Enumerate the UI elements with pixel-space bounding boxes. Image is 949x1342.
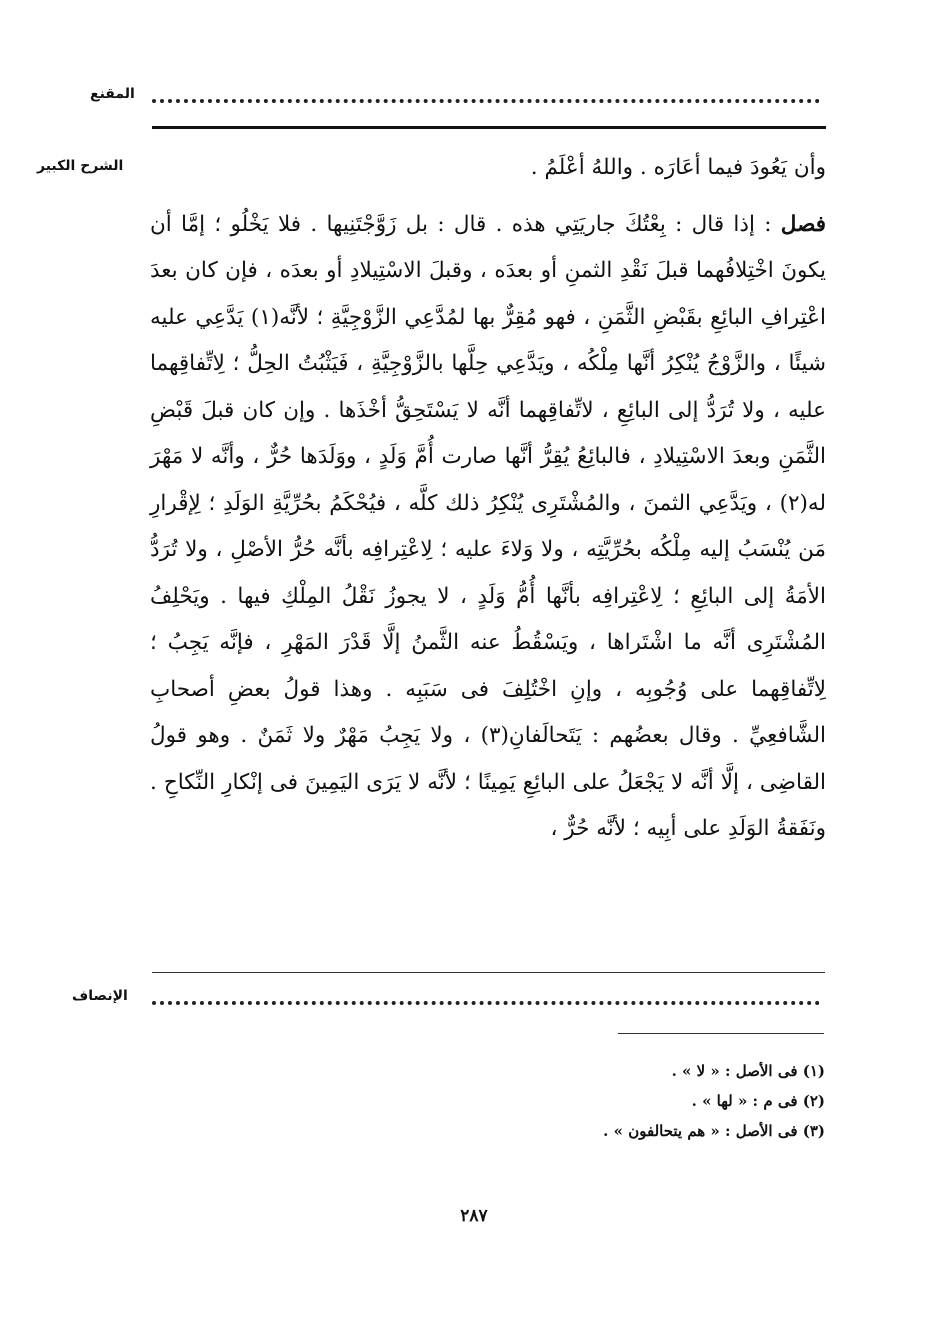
- commentary-text: [150, 145, 826, 853]
- section-heading: فصل: [780, 211, 827, 237]
- footnote-1: (١) فى الأصل : « لا » .: [671, 1062, 825, 1080]
- insaf-rule: [152, 972, 825, 973]
- text-line: وهذا قولُ بعضِ أصحابِ الشَّافعِيِّ . وقال بعضُهم : يَتَحالَفانِ(٣) ، ولا: [150, 676, 826, 748]
- text-line: أو بعدَه ، فإن كان بعدَ اعْتِرافِ البائِعِ بقَبْضِ الثَّمَنِ ، فهو مُقِرٌّ بها لمُدَّعِي: [150, 258, 826, 330]
- text-line: حُرُّ الأصْلِ ، ولا تُرَدُّ الأمَةُ إلى البائِعِ ؛ لِاعْتِرافِه بأنَّها أُمُّ وَلَدٍ ، لا يجوزُ: [150, 537, 826, 609]
- commentary-label: الشرح الكبير: [37, 158, 124, 174]
- dotted-separator-bottom: [152, 1001, 820, 1005]
- footnote-3: (٣) فى الأصل : « هم يتحالفون » .: [603, 1122, 825, 1140]
- footnote-rule: [618, 1033, 824, 1034]
- insaf-label: الإنصاف: [72, 988, 128, 1004]
- dotted-separator-top: [152, 99, 820, 103]
- text-line: له(٢) ، ويَدَّعِي الثمنَ ، والمُشْتَرِى يُنْكِرُ ذلك كلَّه ، فيُحْكَمُ بحُرِّيَّةِ: [272, 490, 826, 516]
- text-line: الاسْتِيلادِ ، فالبائِعُ يُقِرُّ أنَّها صارت أُمَّ وَلَدٍ ، ووَلَدَها حُرٌّ ، وأنَّه لا مَهْرَ: [150, 444, 725, 469]
- text-line: حِلَّها بالزَّوْجِيَّةِ ، فَيَثْبُتُ الحِلُّ ؛ لِاتِّفاقِهما عليه ، ولا تُرَدُّ إلى البائِعِ ،: [150, 351, 826, 423]
- page-number: ٢٨٧: [460, 1206, 488, 1226]
- text-line: الوَلَدِ ؛ لِإقْرارِ مَن يُنْسَبُ إليه مِلْكُه بحُرِّيَّتِه ، ولا وَلاءَ عليه ؛ لِاعْتِرافِه بأنَّه: [150, 490, 826, 562]
- text-line: إلَّا قَدْرَ المَهْرِ ، فإنَّه يَجِبُ ؛ لِاتِّفاقِهما على وُجُوبِه ، وإنِ اخْتُلِفَ فى سَبَبِه .: [150, 630, 826, 702]
- footnotes: [150, 1056, 825, 1146]
- section-paragraph: [150, 202, 826, 853]
- text-line: لأنَّه لا يَرَى اليَمِينَ فى إنْكارِ النِّكاحِ . ونَفَقةُ الوَلَدِ على أبِيه ؛ لأنَّه حُرٌّ ،: [150, 769, 826, 841]
- intro-line: وأن يَعُودَ فيما أعَارَه . واللهُ أعْلَمُ .: [530, 155, 826, 180]
- section-rule: [152, 126, 826, 129]
- text-line: : إذا قال : بِعْتُكَ جاريَتِي هذه . قال : بل زَوَّجْتَنِيها . فلا: [277, 211, 772, 237]
- text-line: الزَّوْجِيَّةِ ؛ لأنَّه(١) يَدَّعِي عليه شيئًا ، والزَّوْجُ يُنْكِرُ أنَّها مِلْكُه ، ويَدَّعِي: [150, 304, 826, 376]
- book-label: المقنع: [90, 86, 135, 102]
- footnote-2: (٢) فى م : « لها » .: [691, 1092, 825, 1110]
- text-line: يَجِبُ مَهْرٌ ولا ثَمَنٌ . وهو قولُ القاضِى ، إلَّا أنَّه لا يَجْعَلُ على البائِعِ يَمِينًا ؛: [150, 723, 826, 795]
- text-line: يَخْلُو ؛ إمَّا أن يكونَ اخْتِلافُهما قبلَ نَقْدِ الثمنِ أو بعدَه ، وقبلَ الاسْتِيلادِ: [150, 211, 826, 283]
- text-line: نَقْلُ المِلْكِ فيها . ويَحْلِفُ المُشْتَرِى أنَّه ما اشْتَراها ، ويَسْقُطُ عنه الثَّمنُ: [150, 583, 827, 655]
- text-line: لاتِّفاقِهما أنَّه لا يَسْتَحِقُّ أخْذَها . وإن كان قبلَ قَبْضِ الثَّمَنِ وبعدَ: [150, 397, 826, 469]
